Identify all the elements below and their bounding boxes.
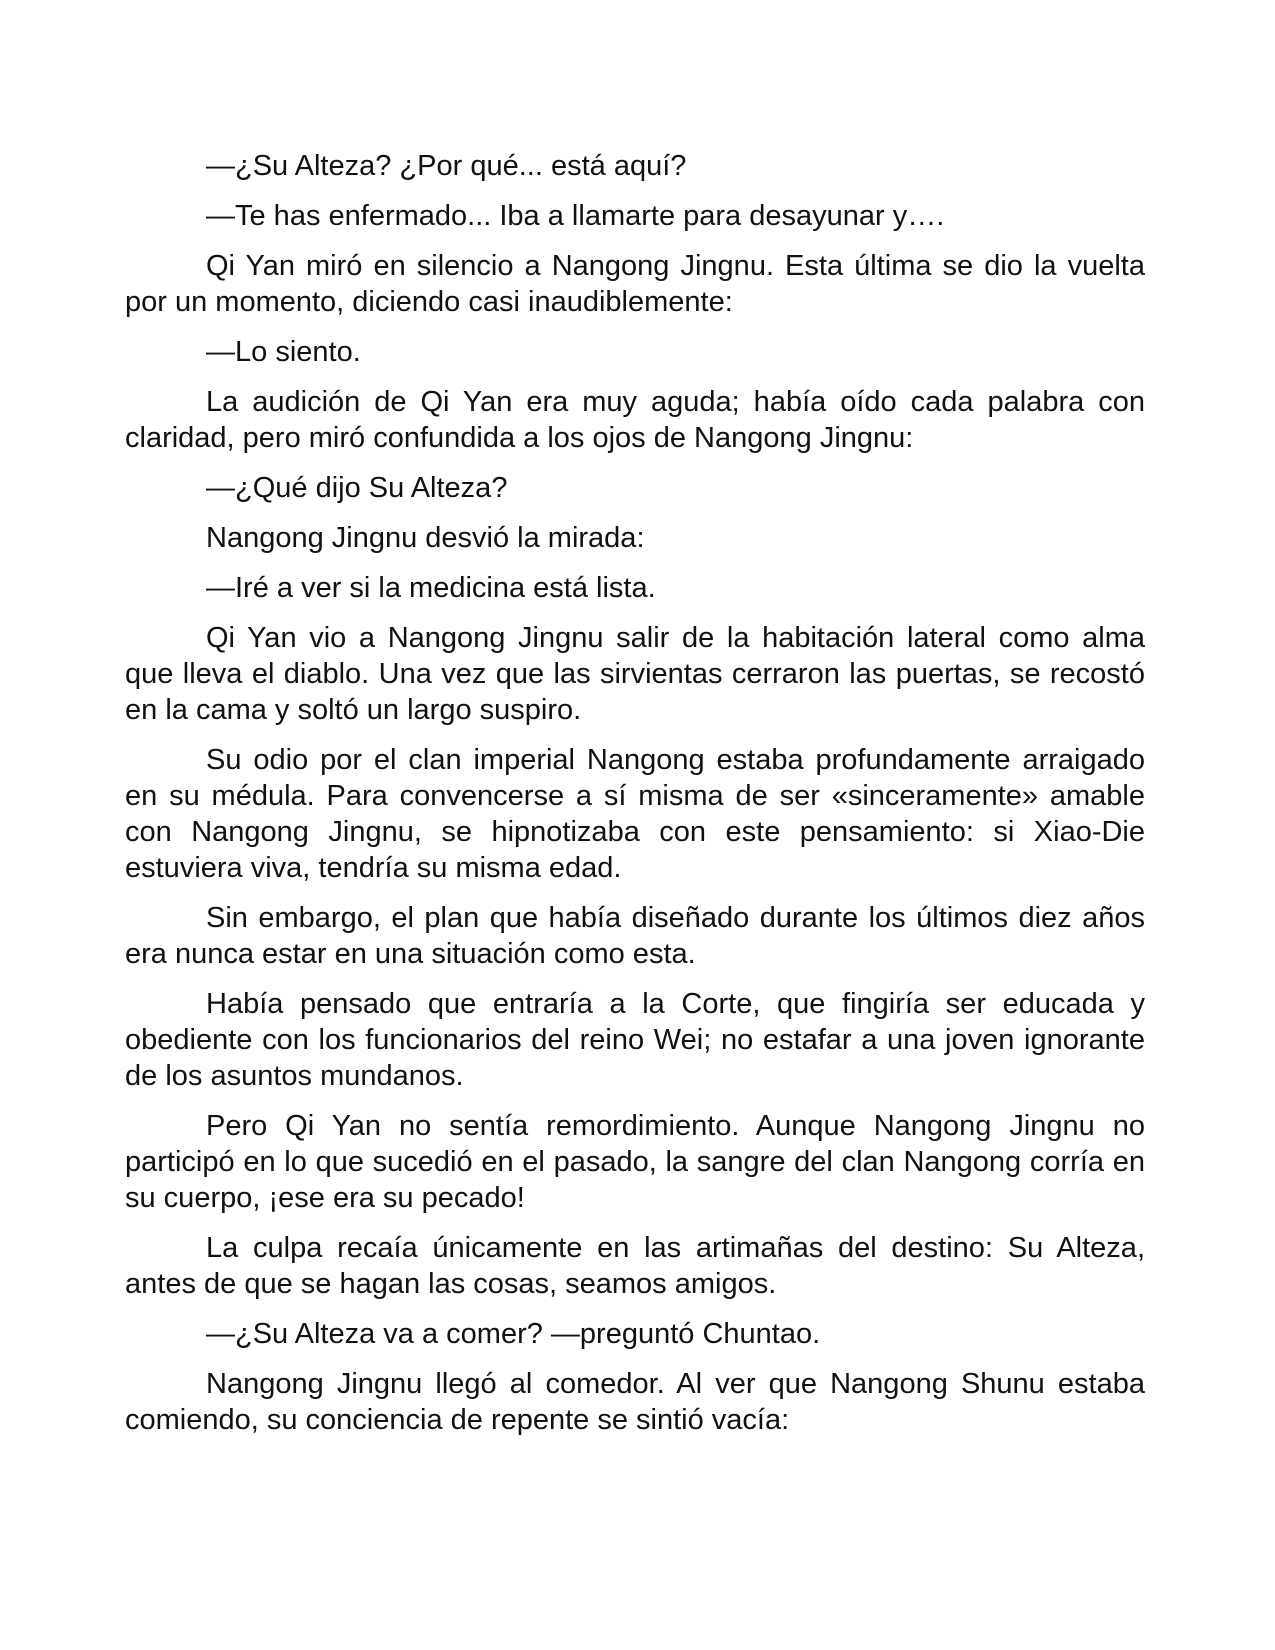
paragraph-dialogue: —Lo siento.: [206, 336, 361, 368]
paragraph: Pero Qi Yan no sentía remordimiento. Aunque Nangong Jingnu no participó en lo que sucedió en el pasado, la sangre del clan Nangong corría en su cuerpo, ¡ese era su pecado!: [125, 1110, 1145, 1214]
paragraph: Su odio por el clan imperial Nangong estaba profundamente arraigado en su médula. Para convencerse a sí misma de ser «sinceramente» amable con Nangong Jingnu, se hipnotizaba con este pensamiento: si Xiao-Die estuviera viva, tendría su misma edad.: [125, 744, 1145, 884]
paragraph: Qi Yan miró en silencio a Nangong Jingnu. Esta última se dio la vuelta por un momento, diciendo casi inaudiblemente:: [125, 250, 1145, 318]
paragraph: Había pensado que entraría a la Corte, que fingiría ser educada y obediente con los funcionarios del reino Wei; no estafar a una joven ignorante de los asuntos mundanos.: [125, 988, 1145, 1092]
paragraph: Sin embargo, el plan que había diseñado durante los últimos diez años era nunca estar en una situación como esta.: [125, 902, 1145, 970]
paragraph-dialogue: —¿Su Alteza va a comer? —preguntó Chuntao.: [206, 1318, 821, 1350]
paragraph: La audición de Qi Yan era muy aguda; había oído cada palabra con claridad, pero miró confundida a los ojos de Nangong Jingnu:: [125, 386, 1145, 454]
paragraph-dialogue: —¿Su Alteza? ¿Por qué... está aquí?: [206, 150, 687, 182]
paragraph: La culpa recaía únicamente en las artimañas del destino: Su Alteza, antes de que se hagan las cosas, seamos amigos.: [125, 1232, 1145, 1300]
paragraph-dialogue: —Te has enfermado... Iba a llamarte para desayunar y….: [206, 200, 945, 232]
paragraph: Nangong Jingnu llegó al comedor. Al ver que Nangong Shunu estaba comiendo, su conciencia de repente se sintió vacía:: [125, 1368, 1145, 1436]
paragraph-dialogue: —Iré a ver si la medicina está lista.: [206, 572, 656, 604]
paragraph: Nangong Jingnu desvió la mirada:: [206, 522, 645, 554]
body-text: [125, 148, 1145, 1452]
paragraph: Qi Yan vio a Nangong Jingnu salir de la habitación lateral como alma que lleva el diablo. Una vez que las sirvientas cerraron las puertas, se recostó en la cama y soltó un largo suspiro.: [125, 622, 1145, 726]
paragraph-dialogue: —¿Qué dijo Su Alteza?: [206, 472, 508, 504]
